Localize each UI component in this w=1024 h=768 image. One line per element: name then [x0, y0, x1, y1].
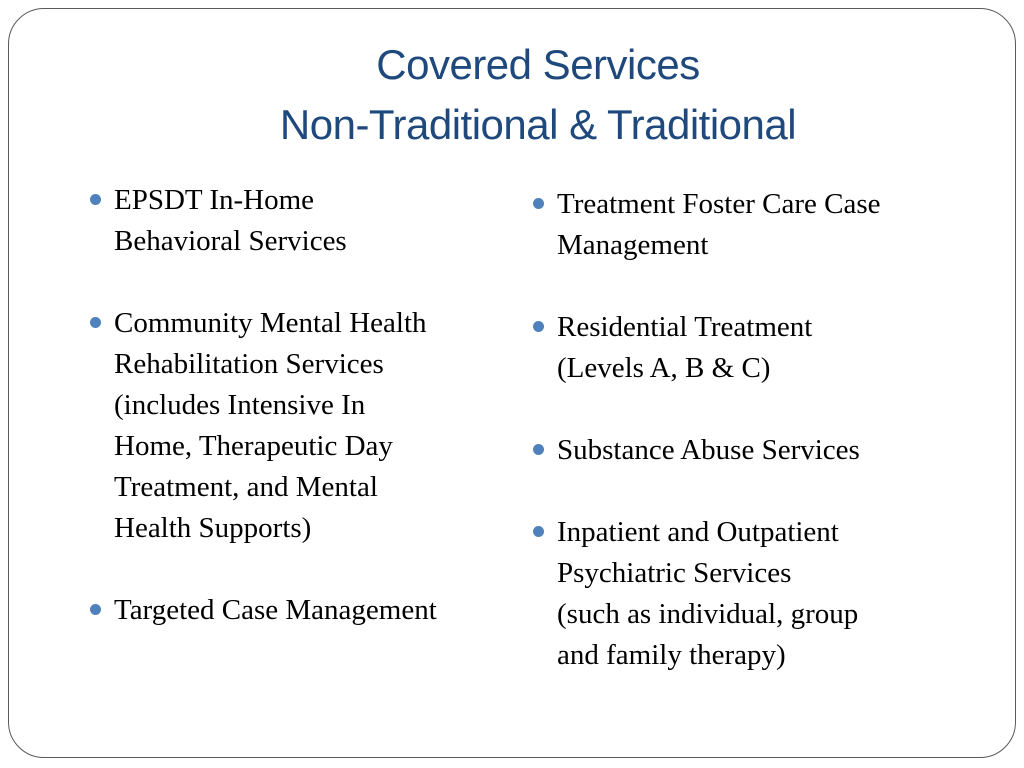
bullet-epsdt-in-home [88, 180, 508, 262]
bullet-line: Home, Therapeutic Day [114, 430, 393, 462]
bullet-line: and family therapy) [557, 639, 786, 671]
bullet-treatment-foster-care [531, 184, 961, 266]
bullet-line: Substance Abuse Services [557, 434, 860, 466]
bullet-inpatient-outpatient [531, 512, 961, 676]
title-line-2: Non-Traditional & Traditional [279, 101, 797, 148]
bullet-line: Behavioral Services [114, 225, 347, 257]
bullet-line: Rehabilitation Services [114, 348, 384, 380]
slide-title [40, 35, 1024, 155]
bullet-line: Management [557, 229, 709, 261]
bullet-line: Psychiatric Services [557, 557, 792, 589]
bullet-line: Targeted Case Management [114, 594, 437, 626]
bullet-icon [533, 321, 544, 332]
bullet-line: (includes Intensive In [114, 389, 366, 421]
bullet-icon [533, 198, 544, 209]
bullet-icon [533, 526, 544, 537]
bullet-icon [90, 194, 101, 205]
bullet-line: Health Supports) [114, 512, 312, 544]
bullet-icon [90, 604, 101, 615]
bullet-line: (Levels A, B & C) [557, 352, 771, 384]
bullet-substance-abuse [531, 430, 961, 471]
left-bullet-list [88, 180, 508, 631]
bullet-line: EPSDT In-Home [114, 184, 315, 216]
bullet-line: Community Mental Health [114, 307, 427, 339]
title-line-1: Covered Services [376, 41, 700, 88]
bullet-icon [533, 444, 544, 455]
bullet-targeted-case-management [88, 590, 508, 631]
bullet-line: Treatment Foster Care Case [557, 188, 881, 220]
bullet-line: Residential Treatment [557, 311, 813, 343]
bullet-line: Inpatient and Outpatient [557, 516, 839, 548]
right-bullet-list [531, 184, 961, 676]
bullet-residential-treatment [531, 307, 961, 389]
bullet-line: (such as individual, group [557, 598, 859, 630]
bullet-line: Treatment, and Mental [114, 471, 378, 503]
bullet-icon [90, 317, 101, 328]
bullet-community-mental-health [88, 303, 508, 549]
